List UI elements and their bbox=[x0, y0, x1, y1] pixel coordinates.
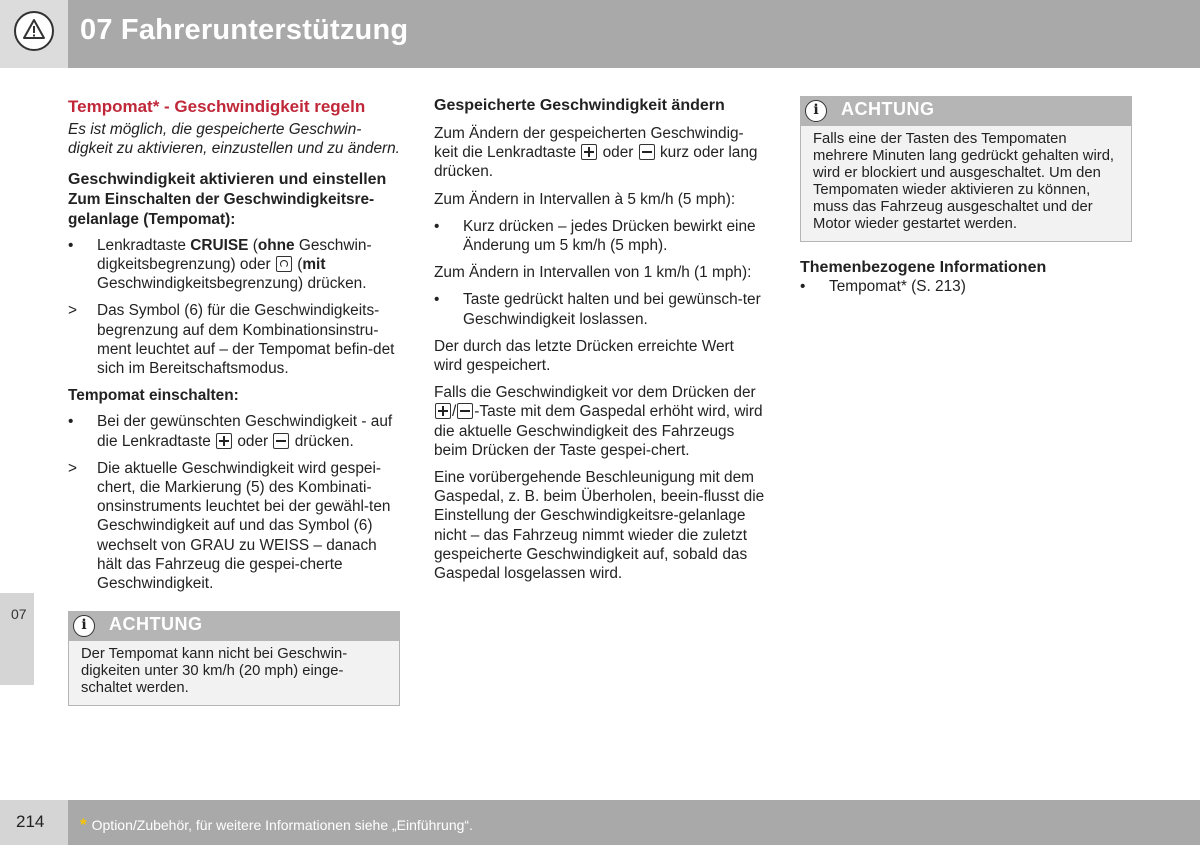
warning-box bbox=[800, 96, 1132, 242]
text: oder bbox=[233, 432, 273, 450]
plus-button-icon bbox=[435, 403, 451, 419]
text: ( bbox=[248, 236, 258, 254]
chapter-side-tab-label: 07 bbox=[11, 606, 27, 622]
text: Kurz drücken – jedes Drücken bewirkt eine Änderung um 5 km/h (5 mph). bbox=[463, 217, 756, 255]
tempomat-heading: Tempomat einschalten: bbox=[68, 387, 239, 405]
list-item bbox=[68, 412, 400, 450]
warning-text: Der Tempomat kann nicht bei Geschwin-digkeiten unter 30 km/h (20 mph) einge-schaltet werden. bbox=[81, 646, 348, 697]
warning-title: ACHTUNG bbox=[841, 99, 935, 119]
related-heading: Themenbezogene Informationen bbox=[800, 259, 1047, 276]
warning-header bbox=[801, 97, 1131, 126]
info-icon: i bbox=[73, 615, 95, 637]
paragraph: Der durch das letzte Drücken erreichte Wert wird gespeichert. bbox=[434, 337, 734, 375]
bullet-mark: • bbox=[800, 278, 806, 295]
cruise-speed-limiter-icon bbox=[276, 256, 292, 272]
minus-button-icon bbox=[639, 144, 655, 160]
column-1 bbox=[68, 96, 400, 706]
bullet-mark: • bbox=[68, 236, 74, 254]
bullet-mark: • bbox=[434, 217, 440, 235]
cruise-label: CRUISE bbox=[190, 236, 249, 254]
result-item bbox=[68, 301, 400, 378]
sub-sub-heading: Zum Einschalten der Geschwindigkeitsre-gelanlage (Tempomat): bbox=[68, 191, 375, 228]
paragraph: Zum Ändern in Intervallen von 1 km/h (1 mph): bbox=[434, 264, 752, 282]
text: Zum Ändern der gespeicherten Geschwindig-keit die Lenkradtaste bbox=[434, 125, 744, 162]
minus-button-icon bbox=[273, 433, 289, 449]
text: Taste gedrückt halten und bei gewünsch-ter Geschwindigkeit loslassen. bbox=[463, 291, 761, 328]
chapter-title: 07 Fahrerunterstützung bbox=[80, 14, 409, 46]
bullet-mark: • bbox=[434, 291, 440, 309]
text: ( bbox=[292, 256, 303, 274]
list-item bbox=[434, 290, 766, 328]
text: -Taste mit dem Gaspedal erhöht wird, wird die aktuelle Geschwindigkeit des Fahrzeugs beim Drücken der Taste gespei-chert. bbox=[434, 403, 763, 459]
warning-box bbox=[68, 611, 400, 706]
result-item bbox=[68, 459, 400, 593]
related-item[interactable] bbox=[800, 277, 1132, 296]
warning-header bbox=[69, 612, 399, 641]
page-number: 214 bbox=[16, 812, 45, 831]
result-mark: > bbox=[68, 459, 77, 477]
text: oder bbox=[598, 144, 638, 162]
text: drücken. bbox=[290, 432, 354, 450]
section-heading: Gespeicherte Geschwindigkeit ändern bbox=[434, 97, 725, 114]
info-icon: i bbox=[805, 100, 827, 122]
asterisk-mark: * bbox=[80, 815, 87, 834]
text: Geschwindigkeitsbegrenzung) drücken. bbox=[97, 275, 367, 293]
paragraph bbox=[434, 383, 766, 460]
column-2 bbox=[434, 96, 766, 591]
plus-button-icon bbox=[216, 433, 232, 449]
footnote-text: Option/Zubehör, für weitere Informationen siehe „Einführung“. bbox=[91, 817, 473, 833]
paragraph: Zum Ändern in Intervallen à 5 km/h (5 mph): bbox=[434, 190, 736, 208]
section-title: Tempomat* - Geschwindigkeit regeln bbox=[68, 97, 366, 116]
footnote bbox=[80, 815, 473, 835]
emphasis: ohne bbox=[257, 236, 295, 254]
text: Lenkradtaste bbox=[97, 236, 191, 254]
text: Falls die Geschwindigkeit vor dem Drücken der bbox=[434, 384, 756, 402]
text: Bei der gewünschten Geschwindigkeit - auf die Lenkradtaste bbox=[97, 413, 393, 450]
paragraph: Eine vorübergehende Beschleunigung mit dem Gaspedal, z. B. beim Überholen, beein-flusst die Einstellung der Geschwindigkeitsre-gelanlage nicht – das Fahrzeug nimmt wieder die zuletzt gespeicherte Geschwindigkeit auf, sobald das Gaspedal losgelassen wird. bbox=[434, 469, 765, 583]
result-mark: > bbox=[68, 302, 77, 320]
emphasis: mit bbox=[302, 256, 326, 274]
text: Die aktuelle Geschwindigkeit wird gespei-chert, die Markierung (5) des Kombinati-onsinstruments leuchtet bei der gewähl-ten Geschwindigkeit auf und das Symbol (6) wechselt von GRAU zu WEISS – danach hält das Fahrzeug die gespei-cherte Geschwindigkeit. bbox=[97, 459, 391, 593]
warning-title: ACHTUNG bbox=[109, 614, 203, 635]
column-3 bbox=[800, 96, 1132, 304]
list-item bbox=[434, 217, 766, 255]
text: / bbox=[452, 403, 457, 421]
minus-button-icon bbox=[457, 403, 473, 419]
text: Geschwin-digkeitsbegrenzung) oder bbox=[97, 236, 372, 274]
bullet-mark: • bbox=[68, 413, 74, 431]
text: Das Symbol (6) für die Geschwindigkeits-begrenzung auf dem Kombinationsinstru-ment leuchtet auf – der Tempomat befin-det sich im Bereitschaftsmodus. bbox=[97, 302, 395, 378]
related-link[interactable]: Tempomat* (S. 213) bbox=[829, 278, 966, 295]
sub-heading: Geschwindigkeit aktivieren und einstellen bbox=[68, 171, 387, 189]
text: kurz oder lang drücken. bbox=[434, 144, 758, 181]
list-item bbox=[68, 236, 400, 294]
plus-button-icon bbox=[581, 144, 597, 160]
warning-triangle-icon bbox=[14, 11, 54, 51]
paragraph bbox=[434, 124, 766, 182]
section-intro: Es ist möglich, die gespeicherte Geschwin-digkeit zu aktivieren, einzustellen und zu ändern. bbox=[68, 121, 400, 158]
warning-text: Falls eine der Tasten des Tempomaten mehrere Minuten lang gedrückt gehalten wird, wird er blockiert und ausgeschaltet. Um den Tempomaten wieder aktivieren zu können, muss das Fahrzeug ausgeschaltet und der Motor wieder gestartet werden. bbox=[813, 131, 1115, 232]
